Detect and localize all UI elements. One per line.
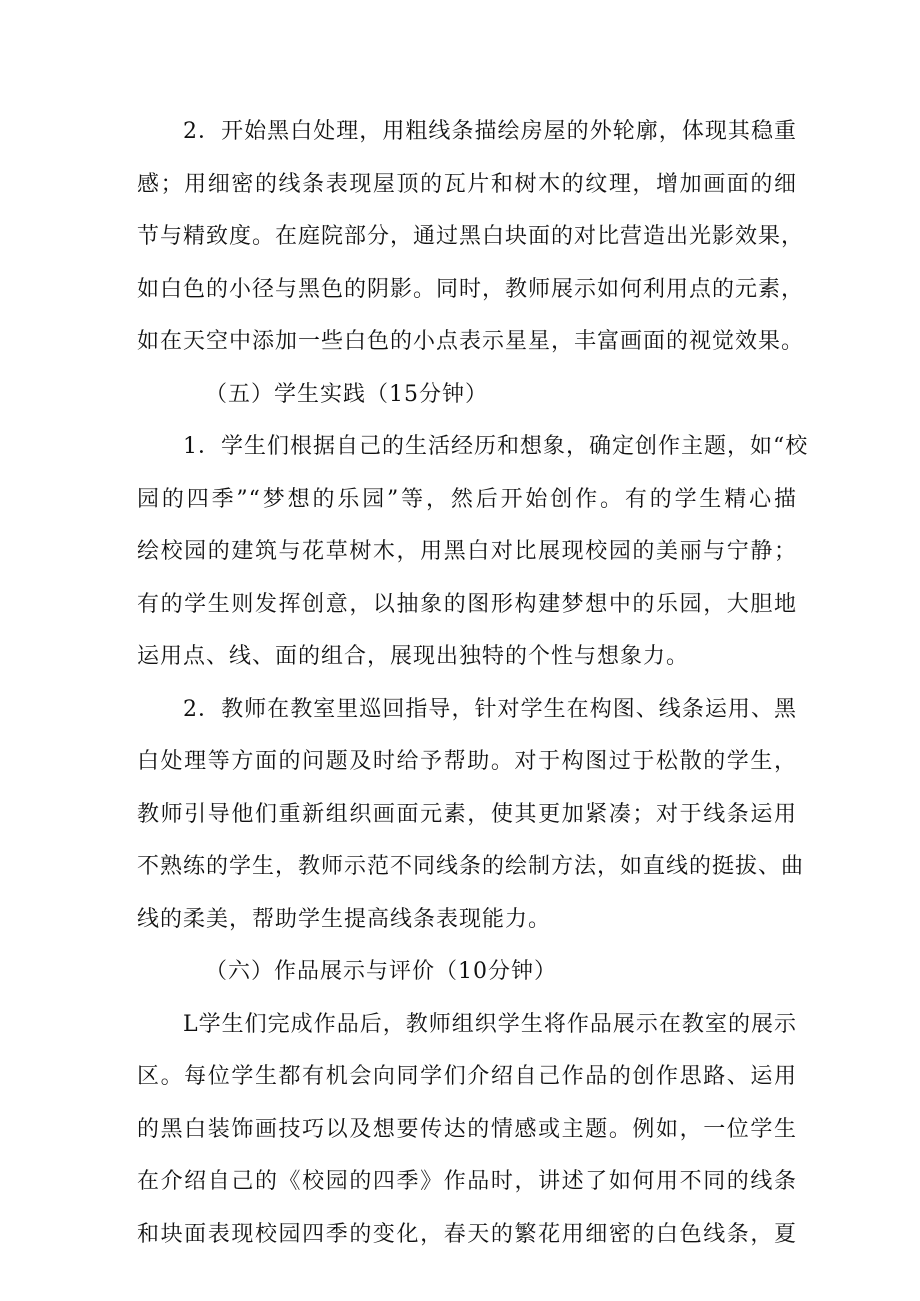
paragraph-3-line-5: 线的柔美，帮助学生提高线条表现能力。	[137, 907, 552, 932]
paragraph-4-line-5: 和块面表现校园四季的变化，春天的繁花用细密的白色线条，夏	[137, 1222, 797, 1247]
paragraph-4-line-1: L学生们完成作品后，教师组织学生将作品展示在教室的展示	[183, 1012, 797, 1037]
paragraph-1-line-2: 感；用细密的线条表现屋顶的瓦片和树木的纹理，增加画面的细	[137, 172, 797, 197]
section-heading-6: （六）作品展示与评价（10分钟）	[205, 959, 557, 984]
paragraph-3-line-3: 教师引导他们重新组织画面元素，使其更加紧凑；对于线条运用	[137, 802, 797, 827]
paragraph-1-line-3: 节与精致度。在庭院部分，通过黑白块面的对比营造出光影效果，	[137, 224, 805, 249]
paragraph-4-line-2: 区。每位学生都有机会向同学们介绍自己作品的创作思路、运用	[137, 1064, 797, 1089]
paragraph-1-line-1: 2．开始黑白处理，用粗线条描绘房屋的外轮廓，体现其稳重	[183, 119, 797, 144]
paragraph-2-line-3: 绘校园的建筑与花草树木，用黑白对比展现校园的美丽与宁静；	[137, 539, 797, 564]
paragraph-3-line-4: 不熟练的学生，教师示范不同线条的绘制方法，如直线的挺拔、曲	[137, 854, 805, 879]
section-heading-5: （五）学生实践（15分钟）	[205, 382, 488, 407]
paragraph-2-line-4: 有的学生则发挥创意，以抽象的图形构建梦想中的乐园，大胆地	[137, 592, 797, 617]
paragraph-2-line-5: 运用点、线、面的组合，展现出独特的个性与想象力。	[137, 644, 690, 669]
paragraph-2-line-2: 园的四季”“梦想的乐园”等，然后开始创作。有的学生精心描	[137, 487, 797, 512]
paragraph-3-line-1: 2．教师在教室里巡回指导，针对学生在构图、线条运用、黑	[183, 697, 797, 722]
paragraph-1-line-5: 如在天空中添加一些白色的小点表示星星，丰富画面的视觉效果。	[137, 329, 805, 354]
paragraph-4-line-3: 的黑白装饰画技巧以及想要传达的情感或主题。例如，一位学生	[137, 1117, 797, 1142]
paragraph-3-line-2: 白处理等方面的问题及时给予帮助。对于构图过于松散的学生，	[137, 749, 797, 774]
paragraph-4-line-4: 在介绍自己的《校园的四季》作品时，讲述了如何用不同的线条	[137, 1169, 797, 1194]
paragraph-1-line-4: 如白色的小径与黑色的阴影。同时，教师展示如何利用点的元素，	[137, 277, 805, 302]
paragraph-2-line-1: 1．学生们根据自己的生活经历和想象，确定创作主题，如“校	[183, 434, 809, 459]
